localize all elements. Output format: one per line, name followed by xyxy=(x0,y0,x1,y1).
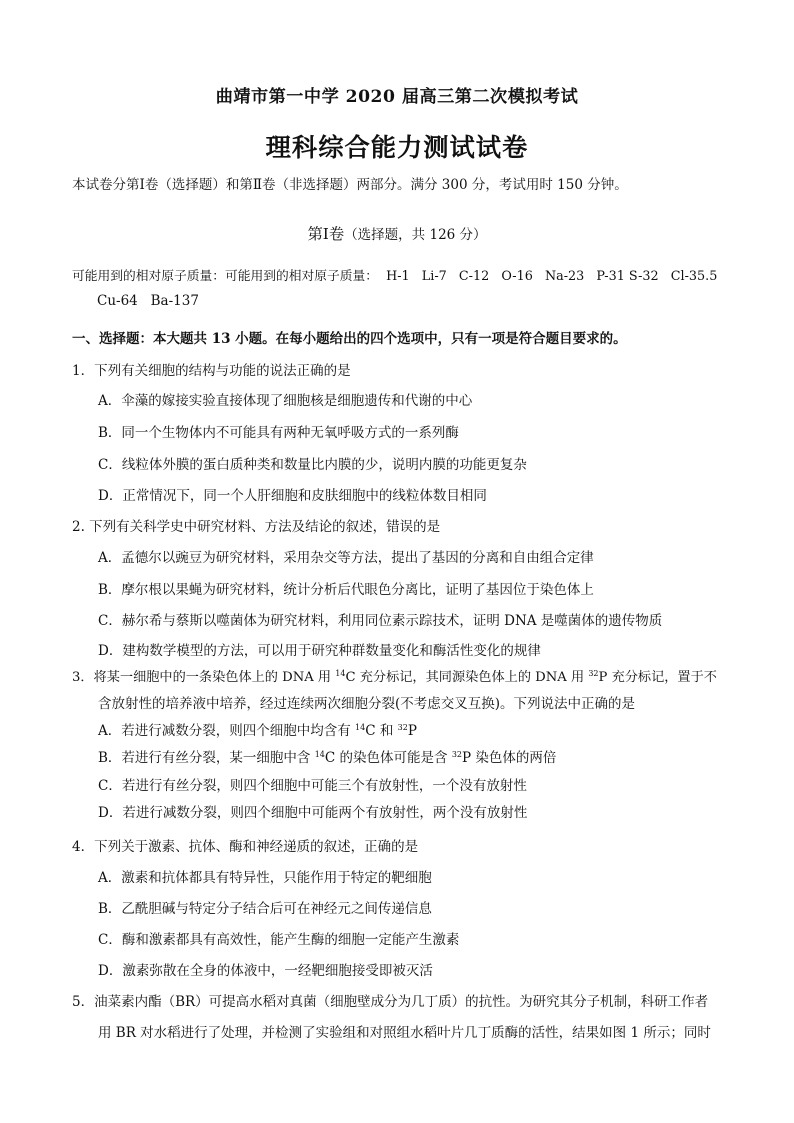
exam-paper-title: 理科综合能力测试试卷 xyxy=(265,132,529,162)
q4-stem: 4．下列关于激素、抗体、酶和神经递质的叙述，正确的是 xyxy=(72,839,419,855)
q3-option-b-part3: P 染色体的两倍 xyxy=(462,750,557,766)
q3-option-b xyxy=(98,749,556,767)
exam-intro: 本试卷分第Ⅰ卷（选择题）和第Ⅱ卷（非选择题）两部分。满分 300 分，考试用时 150 分钟。 xyxy=(72,177,628,193)
q3-option-b-c-mass: 14 xyxy=(314,750,325,759)
q3-stem-part2: C 充分标记，其同源染色体上的 DNA 用 xyxy=(345,670,589,685)
q4-option-d: D．激素弥散在全身的体液中，一经靶细胞接受即被灭活 xyxy=(98,963,433,979)
q3-option-b-p-mass: 32 xyxy=(451,750,463,759)
q3-option-b-part1: B．若进行有丝分裂，某一细胞中含 xyxy=(98,750,315,766)
q3-stem-part3: P 充分标记，置于不 xyxy=(598,670,717,685)
q4-option-c: C．酶和激素都具有高效性，能产生酶的细胞一定能产生激素 xyxy=(98,932,460,948)
q4-option-a: A．激素和抗体都具有特异性，只能作用于特定的靶细胞 xyxy=(98,870,432,886)
atomic-mass-line2: Cu-64 Ba-137 xyxy=(97,293,199,309)
section-note: （选择题，共 126 分） xyxy=(344,227,487,243)
atomic-mass-line1: 可能用到的相对原子质量：可能用到的相对原子质量： H-1 Li-7 C-12 O-16 Na-23 P-31 S-32 Cl-35.5 xyxy=(72,269,718,284)
q2-option-b: B．摩尔根以果蝇为研究材料，统计分析后代眼色分离比，证明了基因位于染色体上 xyxy=(98,582,594,598)
q2-stem: 2. 下列有关科学史中研究材料、方法及结论的叙述，错误的是 xyxy=(72,519,441,535)
q3-isotope-c-mass: 14 xyxy=(335,669,346,678)
q3-isotope-p-mass: 32 xyxy=(588,669,599,678)
q3-stem-part1: 3．将某一细胞中的一条染色体上的 DNA 用 xyxy=(72,670,336,685)
q3-option-a-part1: A．若进行减数分裂，则四个细胞中均含有 xyxy=(98,723,356,739)
q3-option-a-c-mass: 14 xyxy=(355,723,366,732)
q4-option-b: B．乙酰胆碱与特定分子结合后可在神经元之间传递信息 xyxy=(98,901,432,917)
q2-option-d: D．建构数学模型的方法，可以用于研究种群数量变化和酶活性变化的规律 xyxy=(98,643,541,659)
q1-option-c: C．线粒体外膜的蛋白质种类和数量比内膜的少，说明内膜的功能更复杂 xyxy=(98,457,527,473)
q3-stem-line2: 含放射性的培养液中培养，经过连续两次细胞分裂(不考虑交叉互换)。下列说法中正确的是 xyxy=(98,696,636,712)
q3-option-a xyxy=(98,722,417,740)
q1-option-b: B．同一个生物体内不可能具有两种无氧呼吸方式的一系列酶 xyxy=(98,425,459,441)
q2-option-a: A．孟德尔以豌豆为研究材料，采用杂交等方法，提出了基因的分离和自由组合定律 xyxy=(98,550,594,566)
section-heading xyxy=(0,222,794,244)
q3-option-c: C．若进行有丝分裂，则四个细胞中可能三个有放射性，一个没有放射性 xyxy=(98,778,527,794)
part1-instructions: 一、选择题：本大题共 13 小题。在每小题给出的四个选项中，只有一项是符合题目要求的。 xyxy=(72,331,627,347)
q3-option-d: D．若进行减数分裂，则四个细胞中可能两个有放射性，两个没有放射性 xyxy=(98,805,528,821)
exam-school-title: 曲靖市第一中学 2020 届高三第二次模拟考试 xyxy=(215,87,579,107)
q5-stem-line1: 5．油菜素内酯（BR）可提高水稻对真菌（细胞壁成分为几丁质）的抗性。为研究其分子机制，科研工作者 xyxy=(72,994,709,1010)
q2-option-c: C．赫尔希与蔡斯以噬菌体为研究材料，利用同位素示踪技术，证明 DNA 是噬菌体的遗传物质 xyxy=(98,613,663,629)
q3-option-b-part2: C 的染色体可能是含 xyxy=(324,750,452,766)
q3-option-a-p-mass: 32 xyxy=(397,723,408,732)
q5-stem-line2: 用 BR 对水稻进行了处理，并检测了实验组和对照组水稻叶片几丁质酶的活性，结果如图 1 所示；同时 xyxy=(98,1025,711,1041)
q1-option-a: A．伞藻的嫁接实验直接体现了细胞核是细胞遗传和代谢的中心 xyxy=(98,393,473,409)
section-title: 第Ⅰ卷 xyxy=(307,225,345,243)
q3-option-a-part2: C 和 xyxy=(365,723,398,739)
q1-option-d: D．正常情况下，同一个人肝细胞和皮肤细胞中的线粒体数目相同 xyxy=(98,488,487,504)
q3-stem-line1 xyxy=(72,669,717,687)
q3-option-a-part3: P xyxy=(407,723,417,739)
q1-stem: 1．下列有关细胞的结构与功能的说法正确的是 xyxy=(72,363,351,379)
